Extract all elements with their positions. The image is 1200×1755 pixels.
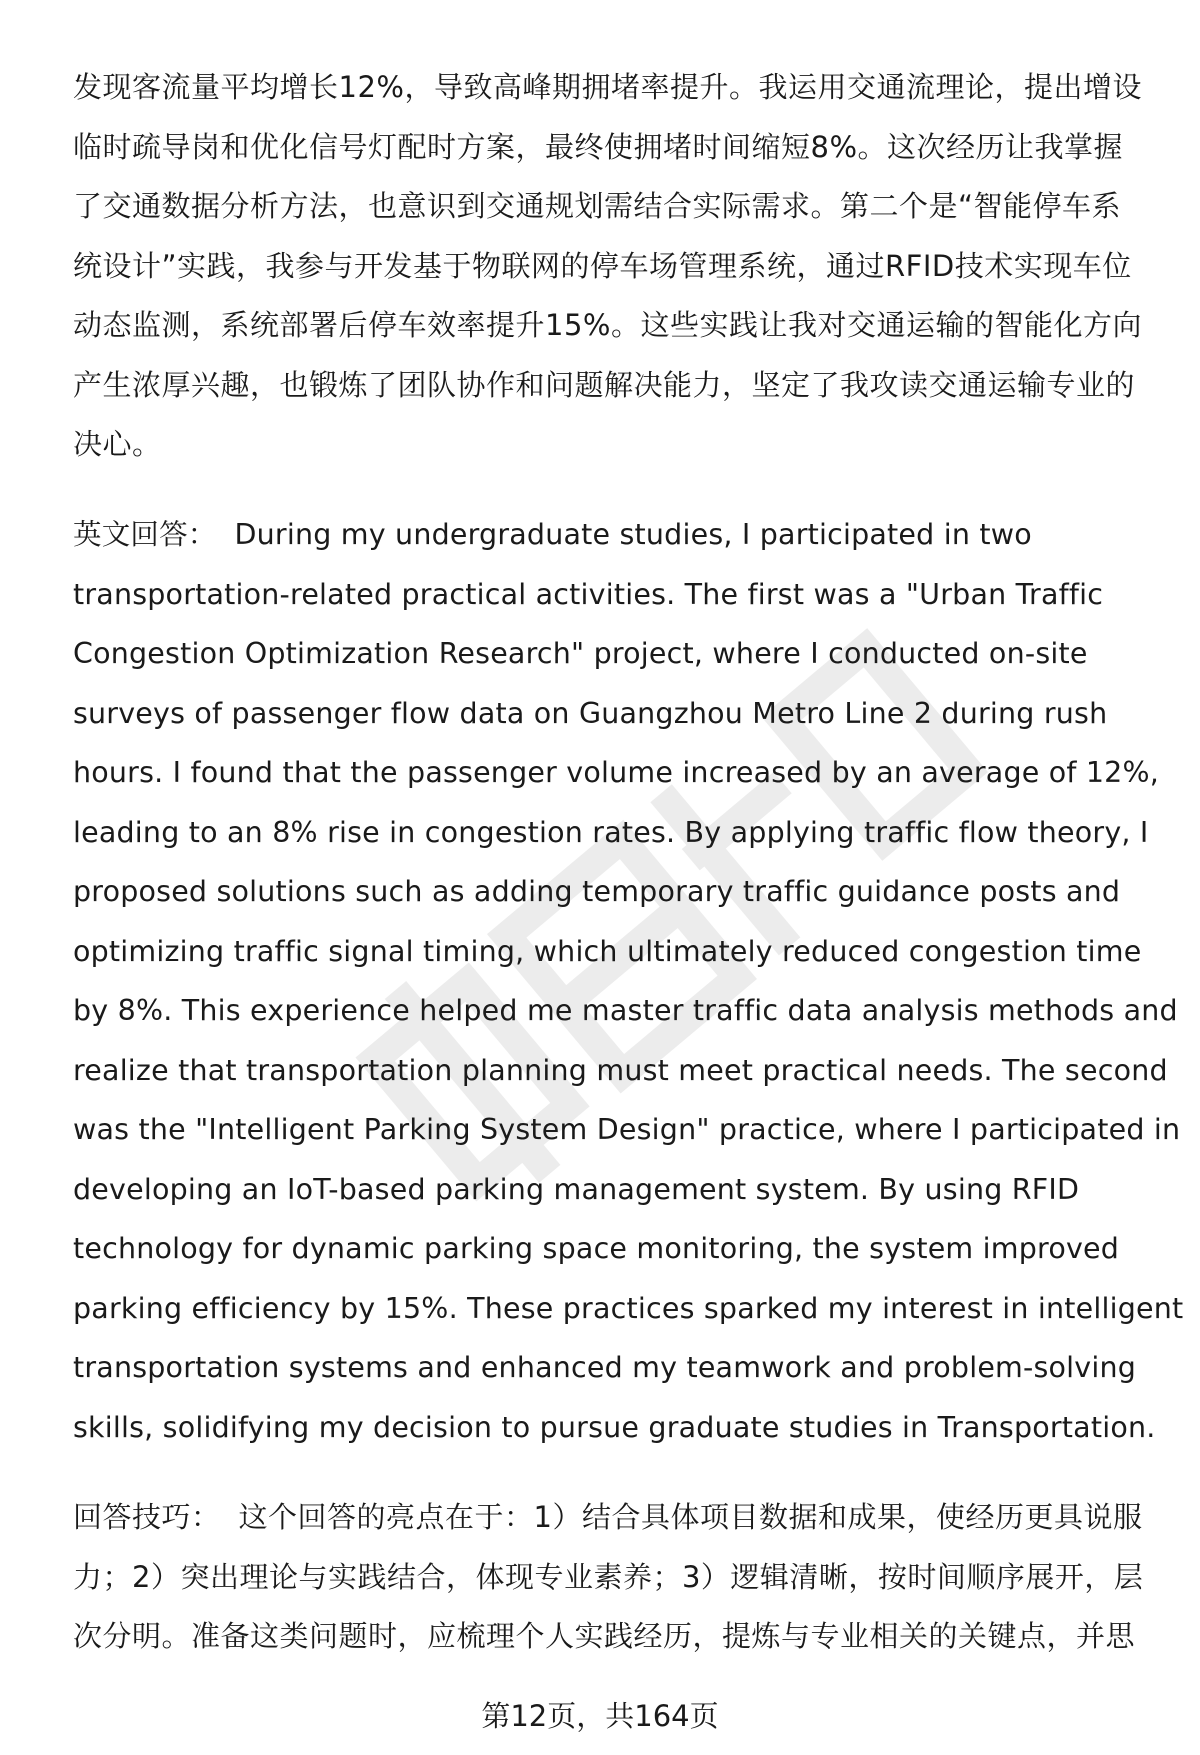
text-line: proposed solutions such as adding temporary traffic guidance posts and <box>73 875 1121 908</box>
text-line: 统设计”实践，我参与开发基于物联网的停车场管理系统，通过RFID技术实现车位 <box>73 248 1132 283</box>
paragraph-english-answer <box>73 505 1184 1457</box>
text-line-content: During my undergraduate studies, I participated in two <box>234 518 1032 551</box>
text-line: transportation systems and enhanced my teamwork and problem-solving <box>73 1351 1137 1384</box>
text-line: Congestion Optimization Research" project, where I conducted on-site <box>73 637 1088 670</box>
text-line-content: 这个回答的亮点在于：1）结合具体项目数据和成果，使经历更具说服 <box>238 1500 1143 1534</box>
text-line: was the "Intelligent Parking System Design" practice, where I participated in <box>73 1113 1181 1146</box>
text-line: by 8%. This experience helped me master traffic data analysis methods and <box>73 994 1178 1027</box>
text-line: leading to an 8% rise in congestion rates. By applying traffic flow theory, I <box>73 815 1149 849</box>
text-line: transportation-related practical activities. The first was a "Urban Traffic <box>73 577 1104 611</box>
text-line: skills, solidifying my decision to pursue graduate studies in Transportation. <box>73 1410 1156 1444</box>
text-line: 力；2）突出理论与实践结合，体现专业素养；3）逻辑清晰，按时间顺序展开，层 <box>73 1559 1144 1594</box>
text-line: 发现客流量平均增长12%，导致高峰期拥堵率提升。我运用交通流理论，提出增设 <box>73 70 1142 104</box>
answer-tips-label: 回答技巧： <box>73 1500 221 1534</box>
paragraph-answer-tips <box>73 1488 1153 1667</box>
text-line: 临时疏导岗和优化信号灯配时方案，最终使拥堵时间缩短8%。这次经历让我掌握 <box>73 129 1124 164</box>
text-line: 次分明。准备这类问题时，应梳理个人实践经历，提炼与专业相关的关键点，并思 <box>73 1619 1136 1653</box>
text-line: optimizing traffic signal timing, which ultimately reduced congestion time <box>73 934 1142 968</box>
paragraph-chinese-answer <box>73 58 1153 475</box>
text-line: developing an IoT-based parking management system. By using RFID <box>73 1172 1080 1206</box>
text-line: parking efficiency by 15%. These practices sparked my interest in intelligent <box>73 1291 1184 1325</box>
text-line: 了交通数据分析方法，也意识到交通规划需结合实际需求。第二个是“智能停车系 <box>73 189 1122 223</box>
text-line <box>73 505 1153 565</box>
page-number-footer: 第12页，共164页 <box>481 1699 719 1733</box>
text-line: realize that transportation planning must meet practical needs. The second <box>73 1053 1168 1087</box>
text-line: surveys of passenger flow data on Guangzhou Metro Line 2 during rush <box>73 696 1108 730</box>
english-answer-label: 英文回答： <box>73 518 217 551</box>
text-line: 产生浓厚兴趣，也锻炼了团队协作和问题解决能力，坚定了我攻读交通运输专业的 <box>73 367 1136 402</box>
text-line: 决心。 <box>73 427 162 461</box>
text-line: technology for dynamic parking space monitoring, the system improved <box>73 1232 1120 1265</box>
text-line <box>73 1488 1153 1548</box>
text-line: 动态监测，系统部署后停车效率提升15%。这些实践让我对交通运输的智能化方向 <box>73 308 1142 342</box>
text-line: hours. I found that the passenger volume increased by an average of 12%, <box>73 756 1160 789</box>
